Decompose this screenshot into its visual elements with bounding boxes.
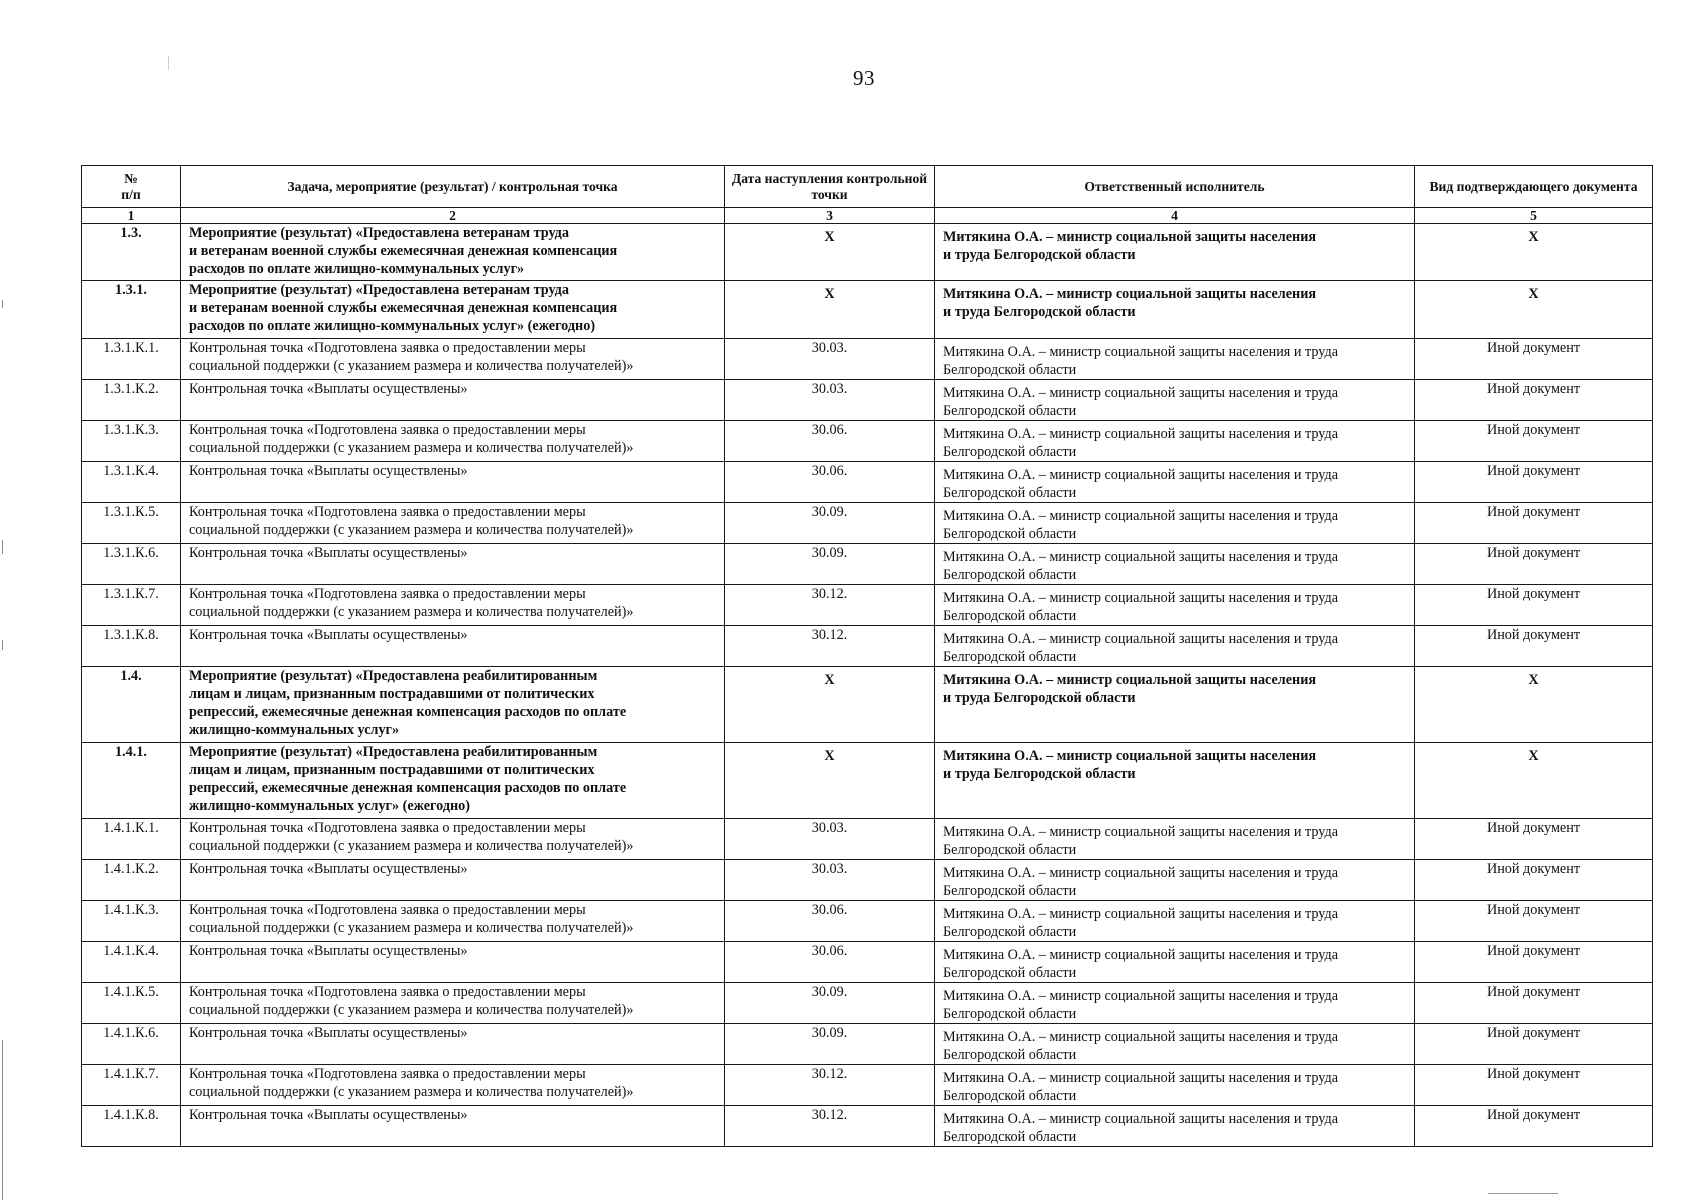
row-document: Иной документ (1415, 983, 1653, 1024)
row-date: 30.06. (725, 942, 935, 983)
scan-artifact-bottom (1488, 1193, 1558, 1194)
row-responsible: Митякина О.А. – министр социальной защиты населения и труда Белгородской области (935, 462, 1415, 503)
row-task: Контрольная точка «Подготовлена заявка о предоставлении меры социальной поддержки (с указанием размера и количества получателей)» (181, 585, 725, 626)
row-document: Иной документ (1415, 503, 1653, 544)
row-number: 1.3.1.К.1. (82, 339, 181, 380)
row-responsible: Митякина О.А. – министр социальной защиты населения и труда Белгородской области (935, 667, 1415, 743)
row-responsible: Митякина О.А. – министр социальной защиты населения и труда Белгородской области (935, 281, 1415, 339)
table-row (82, 421, 1653, 462)
row-number: 1.3. (82, 224, 181, 281)
row-document: X (1415, 281, 1653, 339)
row-responsible: Митякина О.А. – министр социальной защиты населения и труда Белгородской области (935, 585, 1415, 626)
table-row (82, 544, 1653, 585)
plan-table (81, 165, 1653, 1147)
row-number: 1.4.1.К.7. (82, 1065, 181, 1106)
row-responsible: Митякина О.А. – министр социальной защиты населения и труда Белгородской области (935, 1024, 1415, 1065)
row-number: 1.3.1.К.6. (82, 544, 181, 585)
row-date: 30.09. (725, 503, 935, 544)
row-date: 30.12. (725, 1065, 935, 1106)
header-col-date: Дата наступления контрольной точки (725, 166, 935, 208)
row-document: Иной документ (1415, 1024, 1653, 1065)
table-row (82, 339, 1653, 380)
scan-artifact-left (2, 540, 3, 554)
row-responsible: Митякина О.А. – министр социальной защиты населения и труда Белгородской области (935, 544, 1415, 585)
scan-artifact-left (2, 640, 3, 650)
table-body (82, 224, 1653, 1147)
row-responsible: Митякина О.А. – министр социальной защиты населения и труда Белгородской области (935, 380, 1415, 421)
row-responsible: Митякина О.А. – министр социальной защиты населения и труда Белгородской области (935, 983, 1415, 1024)
header-col-responsible: Ответственный исполнитель (935, 166, 1415, 208)
table-row (82, 281, 1653, 339)
row-task: Контрольная точка «Выплаты осуществлены» (181, 1106, 725, 1147)
row-task: Контрольная точка «Подготовлена заявка о предоставлении меры социальной поддержки (с указанием размера и количества получателей)» (181, 819, 725, 860)
page-number: 93 (853, 66, 875, 90)
table-row (82, 743, 1653, 819)
table-row (82, 942, 1653, 983)
row-responsible: Митякина О.А. – министр социальной защиты населения и труда Белгородской области (935, 901, 1415, 942)
row-task: Контрольная точка «Выплаты осуществлены» (181, 462, 725, 503)
row-number: 1.4.1. (82, 743, 181, 819)
row-responsible: Митякина О.А. – министр социальной защиты населения и труда Белгородской области (935, 1106, 1415, 1147)
row-task: Контрольная точка «Выплаты осуществлены» (181, 380, 725, 421)
row-responsible: Митякина О.А. – министр социальной защиты населения и труда Белгородской области (935, 503, 1415, 544)
row-task: Мероприятие (результат) «Предоставлена реабилитированным лицам и лицам, признанным пострадавшими от политических репрессий, ежемесячные денежная компенсация расходов по оплате жилищно-коммунальных услуг» (181, 667, 725, 743)
row-number: 1.3.1.К.2. (82, 380, 181, 421)
row-document: X (1415, 667, 1653, 743)
table-row (82, 667, 1653, 743)
scan-artifact-left (2, 300, 3, 308)
row-responsible: Митякина О.А. – министр социальной защиты населения и труда Белгородской области (935, 339, 1415, 380)
column-number-row (82, 208, 1653, 224)
header-col-task: Задача, мероприятие (результат) / контрольная точка (181, 166, 725, 208)
row-document: Иной документ (1415, 380, 1653, 421)
row-number: 1.4.1.К.2. (82, 860, 181, 901)
row-date: X (725, 281, 935, 339)
row-number: 1.3.1.К.4. (82, 462, 181, 503)
table-row (82, 503, 1653, 544)
row-document: Иной документ (1415, 819, 1653, 860)
row-date: 30.09. (725, 544, 935, 585)
row-date: 30.12. (725, 1106, 935, 1147)
row-date: 30.06. (725, 421, 935, 462)
row-date: 30.03. (725, 819, 935, 860)
table-row (82, 626, 1653, 667)
row-document: Иной документ (1415, 421, 1653, 462)
row-document: Иной документ (1415, 544, 1653, 585)
column-number: 3 (725, 208, 935, 224)
row-document: X (1415, 743, 1653, 819)
row-date: X (725, 667, 935, 743)
row-number: 1.4.1.К.5. (82, 983, 181, 1024)
row-document: Иной документ (1415, 942, 1653, 983)
row-task: Контрольная точка «Подготовлена заявка о предоставлении меры социальной поддержки (с указанием размера и количества получателей)» (181, 421, 725, 462)
row-number: 1.4.1.К.3. (82, 901, 181, 942)
table-row (82, 1024, 1653, 1065)
row-document: Иной документ (1415, 860, 1653, 901)
row-date: X (725, 743, 935, 819)
row-number: 1.3.1.К.7. (82, 585, 181, 626)
header-row (82, 166, 1653, 208)
table-row (82, 983, 1653, 1024)
row-document: Иной документ (1415, 901, 1653, 942)
row-date: X (725, 224, 935, 281)
row-document: Иной документ (1415, 626, 1653, 667)
row-number: 1.3.1.К.5. (82, 503, 181, 544)
row-task: Контрольная точка «Подготовлена заявка о предоставлении меры социальной поддержки (с указанием размера и количества получателей)» (181, 339, 725, 380)
row-date: 30.06. (725, 901, 935, 942)
row-responsible: Митякина О.А. – министр социальной защиты населения и труда Белгородской области (935, 626, 1415, 667)
table-row (82, 1106, 1653, 1147)
table-row (82, 380, 1653, 421)
table-row (82, 224, 1653, 281)
row-date: 30.09. (725, 1024, 935, 1065)
row-number: 1.3.1. (82, 281, 181, 339)
row-task: Контрольная точка «Подготовлена заявка о предоставлении меры социальной поддержки (с указанием размера и количества получателей)» (181, 901, 725, 942)
row-responsible: Митякина О.А. – министр социальной защиты населения и труда Белгородской области (935, 224, 1415, 281)
row-document: Иной документ (1415, 1065, 1653, 1106)
table-row (82, 585, 1653, 626)
row-responsible: Митякина О.А. – министр социальной защиты населения и труда Белгородской области (935, 942, 1415, 983)
row-document: Иной документ (1415, 462, 1653, 503)
row-number: 1.4. (82, 667, 181, 743)
row-number: 1.4.1.К.8. (82, 1106, 181, 1147)
header-col-number: № п/п (82, 166, 181, 208)
row-number: 1.4.1.К.6. (82, 1024, 181, 1065)
row-date: 30.03. (725, 339, 935, 380)
row-task: Контрольная точка «Выплаты осуществлены» (181, 626, 725, 667)
scan-artifact-left (2, 1040, 3, 1200)
column-number: 4 (935, 208, 1415, 224)
table-row (82, 860, 1653, 901)
row-task: Контрольная точка «Выплаты осуществлены» (181, 544, 725, 585)
row-task: Контрольная точка «Подготовлена заявка о предоставлении меры социальной поддержки (с указанием размера и количества получателей)» (181, 983, 725, 1024)
row-date: 30.12. (725, 626, 935, 667)
row-date: 30.06. (725, 462, 935, 503)
row-responsible: Митякина О.А. – министр социальной защиты населения и труда Белгородской области (935, 743, 1415, 819)
row-responsible: Митякина О.А. – министр социальной защиты населения и труда Белгородской области (935, 421, 1415, 462)
row-document: Иной документ (1415, 339, 1653, 380)
row-task: Контрольная точка «Выплаты осуществлены» (181, 942, 725, 983)
row-task: Мероприятие (результат) «Предоставлена реабилитированным лицам и лицам, признанным пострадавшими от политических репрессий, ежемесячные денежная компенсация расходов по оплате жилищно-коммунальных услуг» (ежегодно) (181, 743, 725, 819)
column-number: 2 (181, 208, 725, 224)
row-document: Иной документ (1415, 1106, 1653, 1147)
row-responsible: Митякина О.А. – министр социальной защиты населения и труда Белгородской области (935, 1065, 1415, 1106)
column-number: 1 (82, 208, 181, 224)
row-task: Контрольная точка «Выплаты осуществлены» (181, 1024, 725, 1065)
row-number: 1.4.1.К.1. (82, 819, 181, 860)
row-date: 30.09. (725, 983, 935, 1024)
row-responsible: Митякина О.А. – министр социальной защиты населения и труда Белгородской области (935, 860, 1415, 901)
row-document: X (1415, 224, 1653, 281)
row-number: 1.3.1.К.8. (82, 626, 181, 667)
row-number: 1.4.1.К.4. (82, 942, 181, 983)
row-task: Контрольная точка «Выплаты осуществлены» (181, 860, 725, 901)
table-row (82, 901, 1653, 942)
table-row (82, 1065, 1653, 1106)
column-number: 5 (1415, 208, 1653, 224)
row-date: 30.12. (725, 585, 935, 626)
table-row (82, 819, 1653, 860)
row-date: 30.03. (725, 860, 935, 901)
row-number: 1.3.1.К.3. (82, 421, 181, 462)
row-document: Иной документ (1415, 585, 1653, 626)
row-task: Мероприятие (результат) «Предоставлена ветеранам труда и ветеранам военной службы ежемесячная денежная компенсация расходов по оплате жилищно-коммунальных услуг» (181, 224, 725, 281)
header-col-document: Вид подтверждающего документа (1415, 166, 1653, 208)
row-task: Контрольная точка «Подготовлена заявка о предоставлении меры социальной поддержки (с указанием размера и количества получателей)» (181, 1065, 725, 1106)
row-date: 30.03. (725, 380, 935, 421)
table-row (82, 462, 1653, 503)
row-task: Контрольная точка «Подготовлена заявка о предоставлении меры социальной поддержки (с указанием размера и количества получателей)» (181, 503, 725, 544)
row-task: Мероприятие (результат) «Предоставлена ветеранам труда и ветеранам военной службы ежемесячная денежная компенсация расходов по оплате жилищно-коммунальных услуг» (ежегодно) (181, 281, 725, 339)
row-responsible: Митякина О.А. – министр социальной защиты населения и труда Белгородской области (935, 819, 1415, 860)
